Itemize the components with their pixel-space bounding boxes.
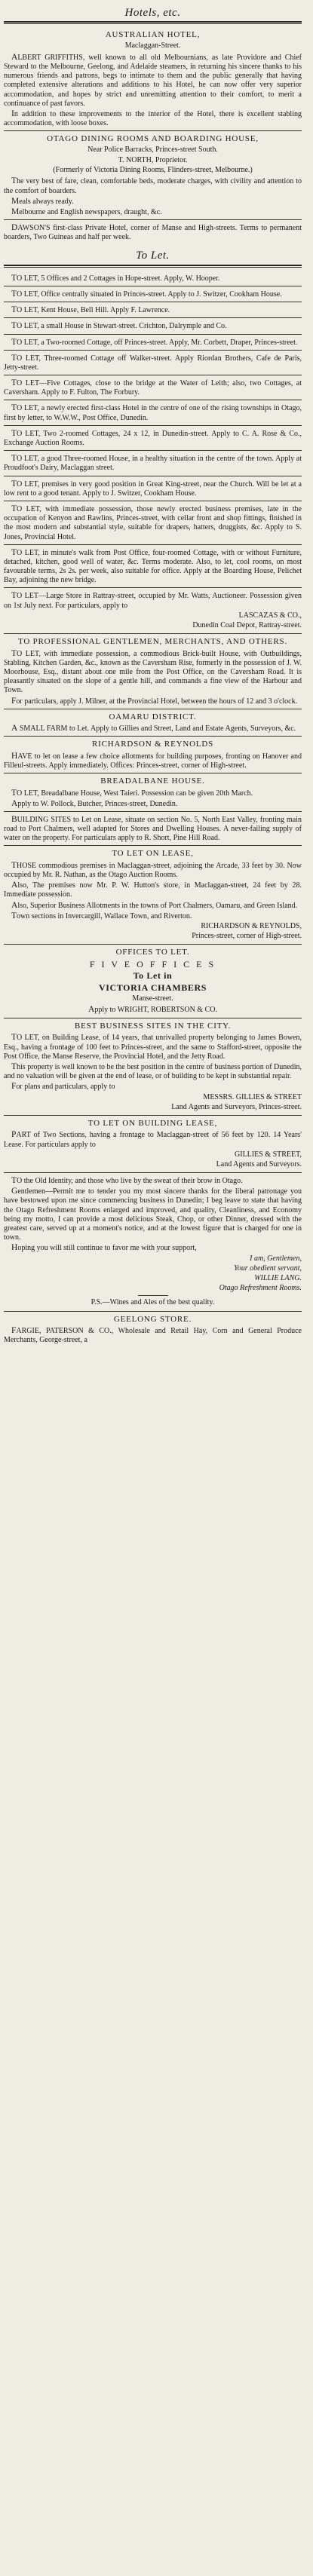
ad-paragraph: In addition to these improvements to the interior of the Hotel, there is excellent stabling accommodation, with loose boxes. <box>4 109 302 128</box>
ad-title: BEST BUSINESS SITES IN THE CITY. <box>74 1022 232 1031</box>
ad-paragraph: Gentlemen—Permit me to tender you my most sincere thanks for the liberal patronage you have bestowed upon me since commencing business in Dunedin; I beg leave to state that having the Otago Refreshment Rooms enlarged and improved, and quality, Cleanliness, and Economy being my motto, I can provide a most delicious Steak, Chop, or other Dinner, dressed with the greatest care, served up at a moment's notice, and at the lowest figure that is charged for one in town. <box>4 1187 302 1242</box>
ad-paragraph: TO LET, a Two-roomed Cottage, off Princes-street. Apply, Mr. Corbett, Draper, Princes-street. <box>11 337 298 347</box>
ad-title: BREADALBANE HOUSE. <box>100 776 205 786</box>
advertisement <box>4 351 302 375</box>
ad-paragraph: Meals always ready. <box>11 196 74 206</box>
advertisement <box>4 476 302 501</box>
ad-paragraph: TO the Old Identity, and those who live by the sweat of their brow in Otago. <box>11 1176 243 1186</box>
ad-paragraph: Apply to WRIGHT, ROBERTSON & CO. <box>88 1004 217 1014</box>
advertisement <box>4 131 302 220</box>
advertisement <box>4 1116 302 1173</box>
ad-paragraph: Town sections in Invercargill, Wallace Town, and Riverton. <box>11 911 192 920</box>
ad-paragraph: For particulars, apply J. Milner, at the Provincial Hotel, between the hours of 12 and 3 o'clock. <box>11 696 298 706</box>
ad-line: (Formerly of Victoria Dining Rooms, Flinders-street, Melbourne.) <box>53 166 253 175</box>
ad-signature-line: Otago Refreshment Rooms. <box>219 1284 302 1293</box>
ad-paragraph: TO LET, Office centrally situated in Princes-street. Apply to J. Switzer, Cookham House. <box>11 289 282 299</box>
advertisement <box>4 375 302 400</box>
ad-signature-line: GILLIES & STREET, <box>235 1150 302 1159</box>
ad-paragraph: TO LET—Large Store in Rattray-street, occupied by Mr. Watts, Auctioneer. Possession given on 1st July next. For particulars, apply to <box>4 591 302 610</box>
ad-paragraph: FARGIE, PATERSON & CO., Wholesale and Retail Hay, Corn and General Produce Merchants, George-street, a <box>4 1325 302 1345</box>
ad-paragraph: TO LET, Three-roomed Cottage off Walker-street. Apply Riordan Brothers, Cafe de Paris, Jetty-street. <box>4 353 302 372</box>
ad-postscript: P.S.—Wines and Ales of the best quality. <box>91 1298 215 1307</box>
ad-subtitle: Maclaggan-Street. <box>124 41 181 50</box>
advertisement <box>4 271 302 286</box>
ad-title: OFFICES TO LET. <box>115 948 190 957</box>
ad-paragraph: TO LET, premises in very good position in Great King-street, near the Church. Will be let at a low rent to a good tenant. Apply to J. Switzer, Cookham House. <box>4 479 302 498</box>
section-heading-hotels: Hotels, etc. <box>124 7 181 19</box>
ad-paragraph: TO LET, Breadalbane House, West Taieri. Possession can be given 20th March. <box>11 788 253 798</box>
ad-paragraph: For plans and particulars, apply to <box>11 1082 115 1092</box>
advertisement <box>4 1173 302 1311</box>
ad-title: TO PROFESSIONAL GENTLEMEN, MERCHANTS, AND OTHERS. <box>18 637 287 647</box>
advertisement <box>4 426 302 451</box>
advertisement <box>4 1018 302 1116</box>
ad-paragraph: BUILDING SITES to Let on Lease, situate on section No. 5, North East Valley, fronting main road to Port Chalmers, well adapted for Stores and Dwelling Houses. A never-failing supply of water on the property. For particulars apply to R. Short, Pine Hill Road. <box>4 814 302 843</box>
ad-paragraph: A SMALL FARM to Let. Apply to Gillies and Street, Land and Estate Agents, Surveyors, &c. <box>11 724 296 734</box>
ad-paragraph: TO LET, in minute's walk from Post Office, four-roomed Cottage, with or without Furniture, detached, kitchen, good well of water, &c. Terms moderate. Also, to let, cool rooms, on most favourable terms, 2s 2s. per week, also suitable for office. Apply at the Boarding House, Pelichet Bay, adjoining the new bridge. <box>4 547 302 585</box>
ad-signature-line: WILLIE LANG. <box>254 1273 302 1282</box>
ad-paragraph: Hoping you will still continue to favor me with your support, <box>11 1243 197 1253</box>
advertisement <box>4 451 302 476</box>
ad-paragraph: TO LET, 5 Offices and 2 Cottages in Hope-street. Apply, W. Hooper. <box>11 273 220 283</box>
advertisement <box>4 846 302 945</box>
advertisement <box>4 335 302 351</box>
ad-title: OAMARU DISTRICT. <box>109 712 197 721</box>
ad-paragraph: TO LET, a newly erected first-class Hotel in the centre of one of the rising townships in Otago, first by letter, to W.W.W., Post Office, Dunedin. <box>4 403 302 422</box>
ad-paragraph: THOSE commodious premises in Maclaggan-street, adjoining the Arcade, 33 feet by 30. Now occupied by Mr. R. Nathan, as the Otago Auction Rooms. <box>4 860 302 880</box>
ad-signature-line: RICHARDSON & REYNOLDS, <box>201 922 302 930</box>
advertisement <box>4 400 302 425</box>
ad-paragraph: TO LET, Kent House, Bell Hill. Apply F. Lawrence. <box>11 305 170 315</box>
ad-paragraph: PART of Two Sections, having a frontage to Maclaggan-street of 56 feet by 120. 14 Years' Lease. For particulars apply to <box>4 1130 302 1149</box>
ad-paragraph: TO LET, on Building Lease, of 14 years, that unrivalled property belonging to James Bowen, Esq., having a frontage of 100 feet to Princes-street, and the same to Stafford-street, opposite the Post Office, the Manse Reserve, the Provincial Hotel, and the Jetty Road. <box>4 1033 302 1061</box>
ad-title: GEELONG STORE. <box>113 1314 192 1324</box>
advertisement <box>4 302 302 318</box>
ad-signature-line: LASCAZAS & CO., <box>238 611 302 620</box>
ad-title: AUSTRALIAN HOTEL, <box>105 30 201 40</box>
section-rule <box>4 265 302 268</box>
ad-paragraph: TO LET, with immediate possession, those newly erected business premises, late in the occupation of Kenyon and Rawlins, Princes-street, with cellar front and shop fittings, finished in the most modern and substantial style, suitable for drapers, hatters, druggists, &c. Apply to S. Jones, Provincial Hotel. <box>4 504 302 541</box>
ad-center-line: VICTORIA CHAMBERS <box>98 982 207 994</box>
ad-paragraph: Also, The premises now Mr. P. W. Hutton's store, in Maclaggan-street, 24 feet by 28. Immediate possession. <box>4 881 302 899</box>
ad-paragraph: TO LET, with immediate possession, a commodious Brick-built House, with Outbuildings, Stabling, Kitchen Garden, &c., known as the Caversham Rise, formerly in the possession of J. W. Moorhouse, Esq., distant about one mile from the Post Office, on the Caversham Road. It is pleasantly situated on the slope of a gentle hill, and commands a fine view of the Harbour and Town. <box>4 648 302 695</box>
advertisement <box>4 501 302 545</box>
section-heading-to-let: To Let. <box>136 250 170 262</box>
ad-paragraph: ALBERT GRIFFITHS, well known to all old Melbournians, as late Providore and Chief Steward to the Melbourne, Geelong, and Adelaide steamers, in returning his sincere thanks to his numerous friends and patrons, begs to intimate to them and the public generally that having completed extensive alterations and additions to his Hotel, he can now offer very superior accommodation, and hopes by strict and unremitting attention to their comfort, to merit a continuance of past favors. <box>4 52 302 108</box>
advertisement <box>4 945 302 1018</box>
ad-paragraph: TO LET, a small House in Stewart-street. Crichton, Dalrymple and Co. <box>11 321 227 331</box>
ad-subtitle: Near Police Barracks, Princes-street South. <box>87 145 218 154</box>
advertisement <box>4 634 302 709</box>
advertisement <box>4 318 302 334</box>
advertisement <box>4 1312 302 1348</box>
ad-paragraph: TO LET, a good Three-roomed House, in a healthy situation in the centre of the town. Apply at Proudfoot's Dairy, Maclaggan street. <box>4 454 302 473</box>
advertisement <box>4 812 302 847</box>
ad-line: T. NORTH, Proprietor. <box>118 155 188 164</box>
to-let-ads <box>4 271 302 1348</box>
ad-signature-line: Land Agents and Surveyors. <box>216 1159 302 1169</box>
ad-title: TO LET ON LEASE, <box>112 849 194 859</box>
advertisement <box>4 286 302 302</box>
ad-paragraph: TO LET, Two 2-roomed Cottages, 24 x 12, in Dunedin-street. Apply to C. A. Rose & Co., Exchange Auction Rooms. <box>4 428 302 448</box>
ad-title: OTAGO DINING ROOMS AND BOARDING HOUSE, <box>47 134 259 144</box>
ad-spaced-title: F I V E O F F I C E S <box>89 958 216 969</box>
advertisement <box>4 737 302 773</box>
ad-paragraph: This property is well known to be the best position in the centre of business portion of Dunedin, and no valuation will be given at the end of lease, or of building to be kept in substantial repair. <box>4 1062 302 1081</box>
ad-center-line: To Let in <box>133 970 173 982</box>
ad-paragraph: Melbourne and English newspapers, draught, &c. <box>11 207 162 216</box>
ad-paragraph: Apply to W. Pollock, Butcher, Princes-street, Dunedin. <box>11 798 178 808</box>
advertisement <box>4 27 302 131</box>
ad-paragraph: DAWSON'S first-class Private Hotel, corner of Manse and High-streets. Terms to permanent boarders, Two Guineas and half per week. <box>4 223 302 242</box>
advertisement <box>4 588 302 634</box>
ad-paragraph: HAVE to let on lease a few choice allotments for building purposes, fronting on Hanover and Filleul-streets. Apply immediately. Offices: Princes-street, corner of High-street. <box>4 751 302 770</box>
ad-center-line: Manse-street. <box>132 994 173 1003</box>
ad-title: RICHARDSON & REYNOLDS <box>91 740 214 749</box>
ad-signature-line: Dunedin Coal Depot, Rattray-street. <box>192 621 302 630</box>
ad-signature-line: Princes-street, corner of High-street. <box>192 932 302 941</box>
divider <box>138 1295 168 1296</box>
section-rule <box>4 21 302 24</box>
ad-paragraph: Also, Superior Business Allotments in the towns of Port Chalmers, Oamaru, and Green Island. <box>11 900 298 910</box>
ad-title: TO LET ON BUILDING LEASE, <box>87 1118 218 1128</box>
ad-signature-line: MESSRS. GILLIES & STREET <box>203 1092 302 1101</box>
advertisement <box>4 709 302 737</box>
ad-paragraph: The very best of fare, clean, comfortable beds, moderate charges, with civility and attention to the comfort of boarders. <box>4 176 302 195</box>
hotel-ads <box>4 27 302 244</box>
ad-signature-line: Your obedient servant, <box>234 1263 302 1273</box>
ad-signature-line: I am, Gentlemen, <box>250 1254 302 1263</box>
ad-paragraph: TO LET—Five Cottages, close to the bridge at the Water of Leith; also, two Cottages, at Caversham. Apply to F. Fulton, The Forbury. <box>4 378 302 397</box>
ad-signature-line: Land Agents and Surveyors, Princes-street. <box>171 1102 302 1111</box>
advertisement <box>4 220 302 244</box>
advertisement <box>4 545 302 589</box>
advertisement <box>4 773 302 812</box>
